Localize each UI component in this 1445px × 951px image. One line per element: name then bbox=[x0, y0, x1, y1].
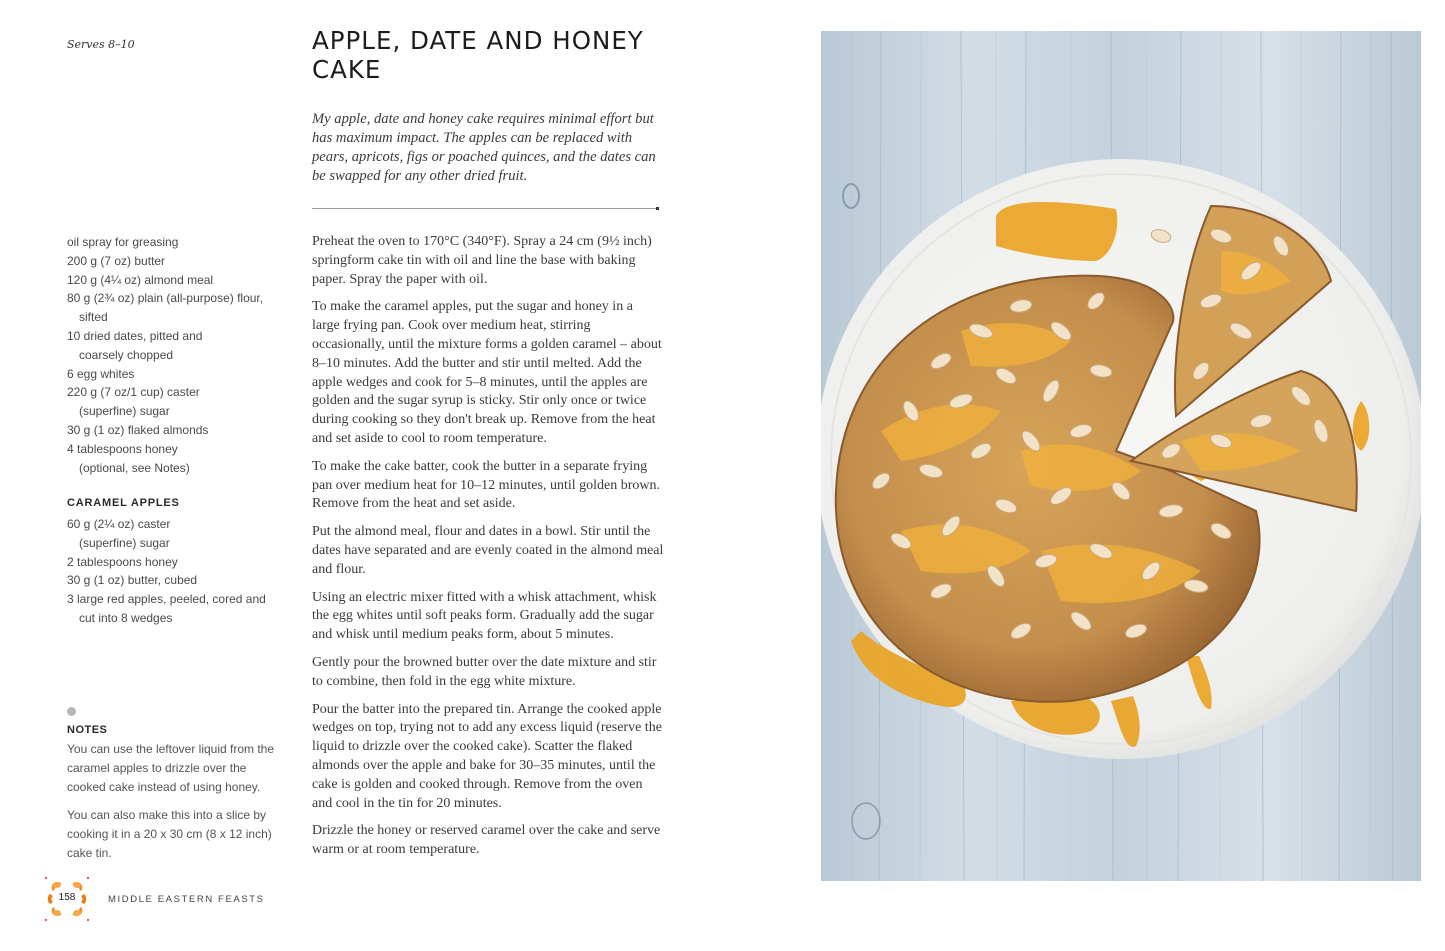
caramel-apples-list bbox=[67, 515, 297, 628]
ingredient-list bbox=[67, 233, 297, 477]
note-item: You can use the leftover liquid from the caramel apples to drizzle over the cooked cake instead of using honey. bbox=[67, 742, 275, 794]
ingredient-item: 30 g (1 oz) butter, cubed bbox=[67, 573, 198, 588]
cake-on-plate-photo bbox=[821, 31, 1421, 881]
serves-label: Serves 8–10 bbox=[67, 38, 135, 51]
method-step: To make the cake batter, cook the butter in a separate frying pan over medium heat for 10–12 minutes, until golden brown. Remove from the heat and set aside. bbox=[312, 458, 660, 512]
method-step: Preheat the oven to 170°C (340°F). Spray a 24 cm (9½ inch) springform cake tin with oil and line the base with baking paper. Spray the paper with oil. bbox=[312, 234, 652, 287]
ingredient-item: 4 tablespoons honey (optional, see Notes) bbox=[67, 441, 190, 475]
recipe-intro: My apple, date and honey cake requires minimal effort but has maximum impact. The apples can be replaced with pears, apricots, figs or poached quinces, and the dates can be swapped for any other dried fruit. bbox=[312, 111, 656, 184]
caramel-apples-heading: CARAMEL APPLES bbox=[67, 497, 180, 509]
book-title: MIDDLE EASTERN FEASTS bbox=[108, 894, 265, 905]
ingredient-item: 60 g (2¼ oz) caster (superfine) sugar bbox=[67, 517, 171, 550]
notes-bullet-icon bbox=[67, 707, 76, 716]
method-step: Gently pour the browned butter over the date mixture and stir to combine, then fold in the egg white mixture. bbox=[312, 654, 657, 689]
ingredient-item: 80 g (2¾ oz) plain (all-purpose) flour, sifted bbox=[67, 291, 264, 325]
ingredient-item: 6 egg whites bbox=[67, 366, 135, 381]
ingredient-item: 10 dried dates, pitted and coarsely chopped bbox=[67, 328, 203, 362]
ingredient-item: 2 tablespoons honey bbox=[67, 554, 178, 569]
divider-line bbox=[312, 208, 657, 209]
recipe-title: APPLE, DATE AND HONEY CAKE bbox=[312, 26, 644, 84]
ingredient-item: 200 g (7 oz) butter bbox=[67, 253, 166, 268]
ingredient-item: 3 large red apples, peeled, cored and cut into 8 wedges bbox=[67, 592, 266, 625]
method-step: Using an electric mixer fitted with a whisk attachment, whisk the egg whites until soft peaks form. Gradually add the sugar and whisk until medium peaks form, about 5 minutes. bbox=[312, 589, 657, 643]
note-item: You can also make this into a slice by cooking it in a 20 x 30 cm (8 x 12 inch) cake tin. bbox=[67, 808, 272, 860]
method-step: Pour the batter into the prepared tin. Arrange the cooked apple wedges on top, trying not to add any excess liquid (reserve the liquid to drizzle over the cooked cake). Scatter the flaked almonds over the apple and bake for 30–35 minutes, until the cake is golden and cooked through. Remove from the oven and cool in the tin for 20 minutes. bbox=[312, 701, 662, 811]
method-step: Put the almond meal, flour and dates in a bowl. Stir until the dates have separated and are evenly coated in the almond meal and flour. bbox=[312, 524, 664, 577]
ingredient-item: 30 g (1 oz) flaked almonds bbox=[67, 422, 209, 437]
method-steps bbox=[312, 233, 664, 869]
divider-dot bbox=[656, 207, 659, 210]
method-step: To make the caramel apples, put the sugar and honey in a large frying pan. Cook over medium heat, stirring occasionally, until the mixture forms a golden caramel – about 8–10 minutes. Add the butter and stir until melted. Add the apple wedges and cook for 5–8 minutes, until the apples are golden and the sugar syrup is sticky. Stir only once or twice during cooking so they don't break up. Remove from the heat and set aside to cool to room temperature. bbox=[312, 299, 662, 446]
ingredient-item: 120 g (4¼ oz) almond meal bbox=[67, 272, 214, 287]
ingredient-item: 220 g (7 oz/1 cup) caster (superfine) sugar bbox=[67, 385, 200, 419]
ingredient-item: oil spray for greasing bbox=[67, 235, 179, 249]
page-number: 158 bbox=[58, 892, 76, 903]
method-step: Drizzle the honey or reserved caramel over the cake and serve warm or at room temperature. bbox=[312, 823, 661, 858]
notes-heading: NOTES bbox=[67, 724, 108, 736]
